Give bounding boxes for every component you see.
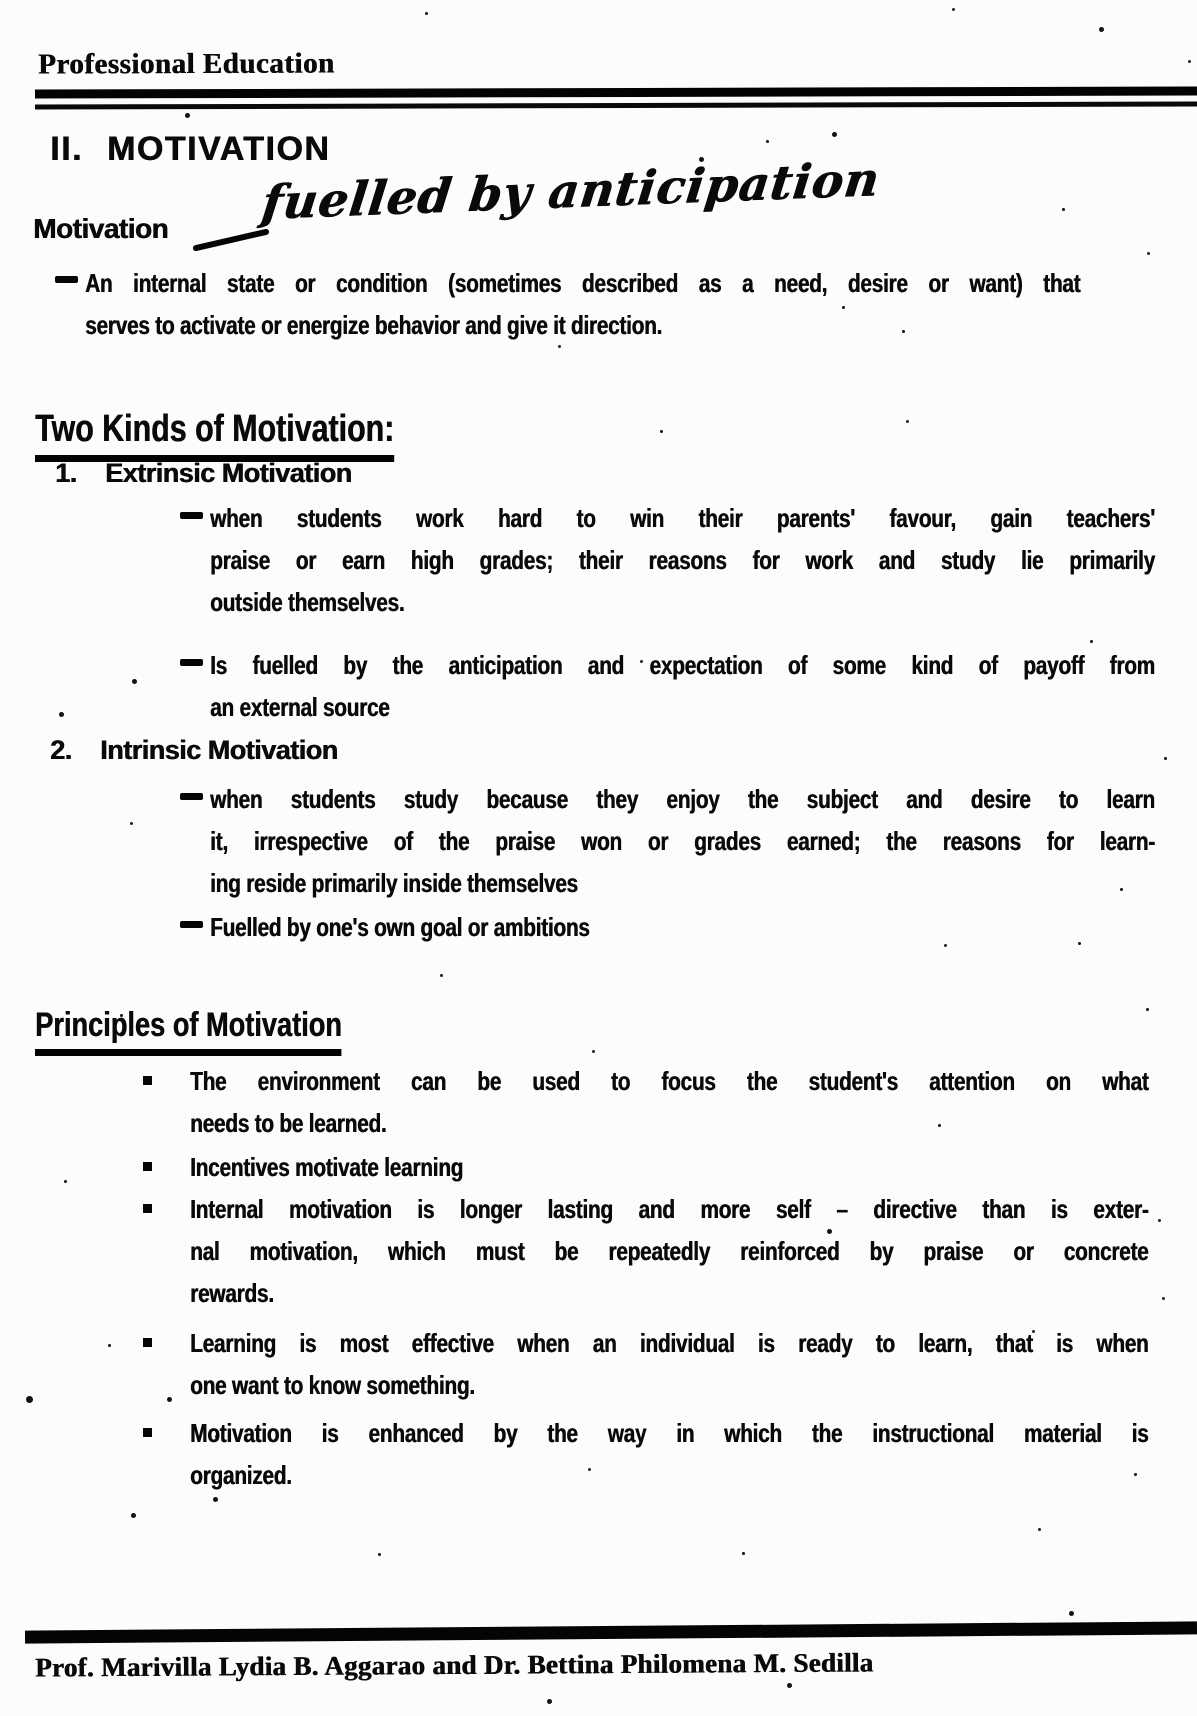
section-number: II. <box>50 130 83 168</box>
principle-line: The environment can be used to focus the student's attention on what <box>190 1066 1149 1096</box>
section-title <box>50 130 330 169</box>
principle-line: organized. <box>190 1460 292 1490</box>
square-bullet <box>143 1204 152 1213</box>
term-motivation: Motivation <box>33 213 168 244</box>
two-kinds-heading: Two Kinds of Motivation: <box>35 408 394 462</box>
sub-point-line: outside themselves. <box>210 587 405 617</box>
sub-point-line: Fuelled by one's own goal or ambitions <box>210 912 590 942</box>
principle-line: Motivation is enhanced by the way in which the instructional material is <box>190 1418 1149 1448</box>
principle-line: rewards. <box>190 1278 274 1308</box>
list-item-title: Intrinsic Motivation <box>100 735 338 765</box>
principle-bullet <box>190 1188 1148 1314</box>
footer-rule <box>25 1621 1197 1643</box>
sub-point-line: an external source <box>210 692 390 722</box>
principle-line: Internal motivation is longer lasting and more self – directive than is exter- <box>190 1194 1149 1224</box>
sub-point-line: when students work hard to win their parents' favour, gain teachers' <box>210 503 1155 533</box>
definition-line: An internal state or condition (sometimes described as a need, desire or want) that <box>85 268 1081 298</box>
principle-bullet <box>190 1322 1148 1406</box>
handwritten-dash <box>192 228 269 251</box>
sub-point-line: Is fuelled by the anticipation and expectation of some kind of payoff from <box>210 650 1155 680</box>
page-header-subject: Professional Education <box>37 47 335 81</box>
principle-line: needs to be learned. <box>190 1108 387 1138</box>
definition-line: serves to activate or energize behavior and give it direction. <box>85 310 662 340</box>
section-title-text: MOTIVATION <box>106 130 331 168</box>
two-kinds-section-heading-wrap <box>35 408 484 462</box>
list-item-number: 1. <box>55 458 77 488</box>
principle-line: one want to know something. <box>190 1370 475 1400</box>
square-bullet <box>143 1162 152 1171</box>
sub-point <box>210 778 1155 904</box>
sub-point-line: when students study because they enjoy the subject and desire to learn <box>210 784 1155 814</box>
dash-bullet <box>55 276 78 283</box>
sub-point-line: praise or earn high grades; their reasons for work and study lie primarily <box>210 545 1155 575</box>
dash-bullet <box>180 512 203 519</box>
square-bullet <box>143 1338 152 1347</box>
sub-point <box>210 644 1155 728</box>
principle-bullet <box>190 1060 1148 1144</box>
dash-bullet <box>180 659 203 666</box>
list-item-number: 2. <box>50 735 72 765</box>
square-bullet <box>143 1428 152 1437</box>
sub-point <box>210 497 1155 623</box>
dash-bullet <box>180 793 203 800</box>
definition-text <box>85 262 1080 346</box>
principles-heading: Principles of Motivation <box>35 1006 342 1056</box>
scan-noise <box>0 0 3 3</box>
handwritten-annotation: fuelled by anticipation <box>258 152 883 232</box>
list-item-intrinsic <box>50 735 338 766</box>
sub-point <box>210 906 1155 948</box>
list-item-title: Extrinsic Motivation <box>105 458 352 488</box>
principles-section-heading-wrap <box>35 1006 418 1056</box>
principle-line: Incentives motivate learning <box>190 1152 464 1182</box>
footer-credits: Prof. Marivilla Lydia B. Aggarao and Dr. Bettina Philomena M. Sedilla <box>34 1647 874 1683</box>
sub-point-line: it, irrespective of the praise won or grades earned; the reasons for learn- <box>210 826 1155 856</box>
principle-line: Learning is most effective when an individual is ready to learn, that is when <box>190 1328 1149 1358</box>
principle-line: nal motivation, which must be repeatedly reinforced by praise or concrete <box>190 1236 1149 1266</box>
dash-bullet <box>180 921 203 928</box>
sub-point-line: ing reside primarily inside themselves <box>210 868 578 898</box>
principle-bullet <box>190 1412 1148 1496</box>
principle-bullet <box>190 1146 1148 1188</box>
header-double-rule <box>35 86 1197 109</box>
list-item-extrinsic <box>55 458 352 489</box>
square-bullet <box>143 1076 152 1085</box>
